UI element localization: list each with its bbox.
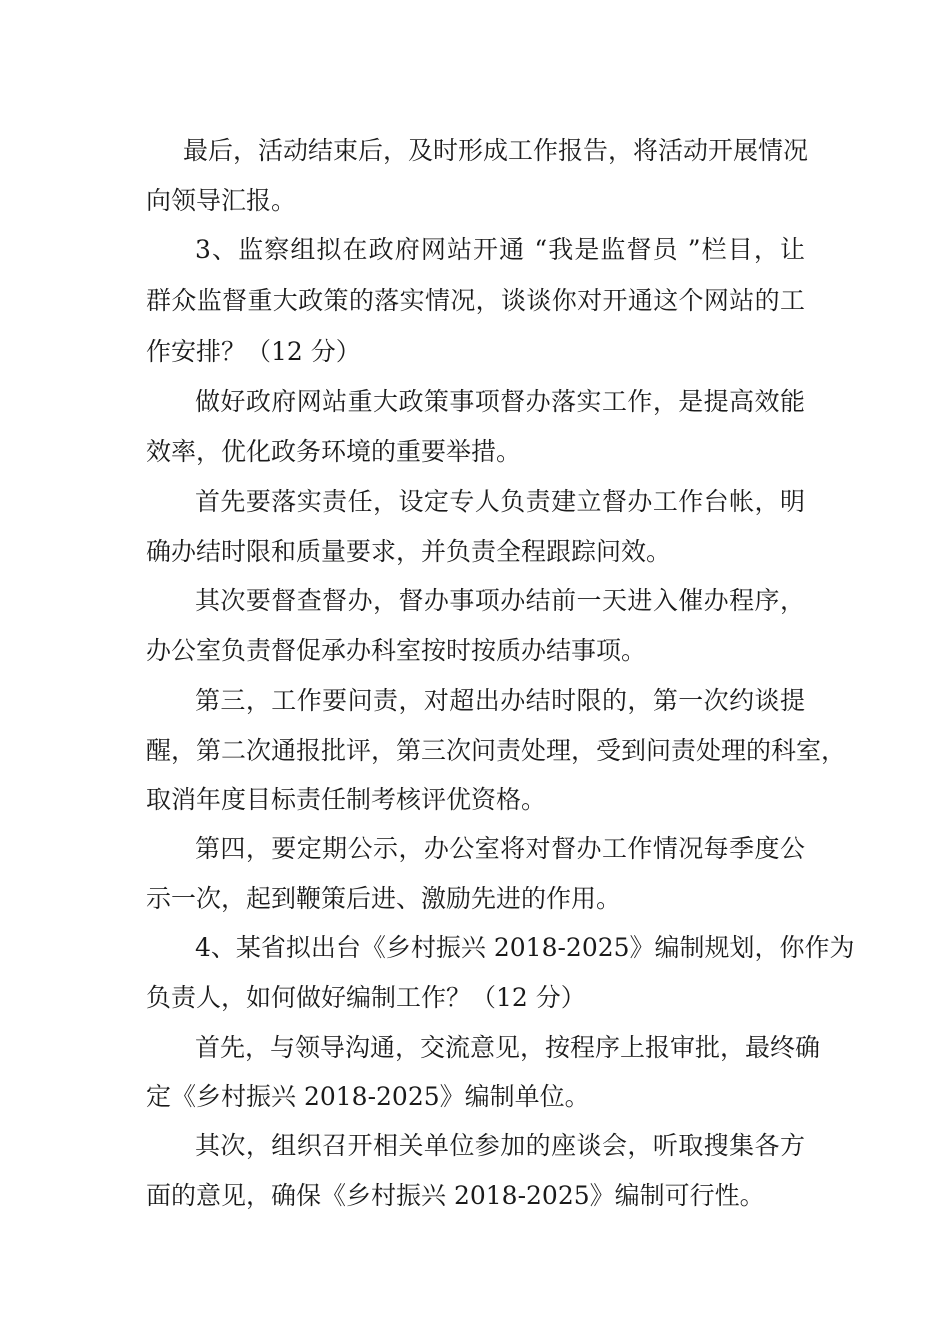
question-line: 群众监督重大政策的落实情况，谈谈你对开通这个网站的工 [146,286,805,315]
paragraph-line: 第三，工作要问责，对超出办结时限的，第一次约谈提 [195,686,805,715]
paragraph-line: 向领导汇报。 [146,186,297,215]
paragraph-line: 办公室负责督促承办科室按时按质办结事项。 [146,636,647,665]
paragraph-line: 取消年度目标责任制考核评优资格。 [146,785,547,814]
paragraph-line: 面的意见，确保《乡村振兴 2018-2025》编制可行性。 [146,1181,765,1210]
paragraph-line: 做好政府网站重大政策事项督办落实工作，是提高效能 [195,387,805,416]
paragraph-line: 效率，优化政务环境的重要举措。 [146,437,522,466]
paragraph-line: 最后，活动结束后，及时形成工作报告，将活动开展情况 [183,136,809,165]
paragraph-line: 第四，要定期公示，办公室将对督办工作情况每季度公 [195,834,805,863]
paragraph-line: 确办结时限和质量要求，并负责全程跟踪问效。 [146,537,672,566]
paragraph-line: 醒，第二次通报批评，第三次问责处理，受到问责处理的科室， [146,736,847,765]
paragraph-line: 首先，与领导沟通，交流意见，按程序上报审批，最终确 [195,1033,821,1062]
paragraph-line: 其次要督查督办，督办事项办结前一天进入催办程序， [195,586,805,615]
question-line: 4、某省拟出台《乡村振兴 2018-2025》编制规划，你作为 [195,933,855,962]
question-line: 作安排？（12 分） [146,337,361,366]
question-line: 3、监察组拟在政府网站开通 “我是监督员 ”栏目，让 [195,235,805,264]
question-line: 负责人，如何做好编制工作？（12 分） [146,983,586,1012]
paragraph-line: 首先要落实责任，设定专人负责建立督办工作台帐，明 [195,487,805,516]
paragraph-line: 定《乡村振兴 2018-2025》编制单位。 [146,1082,590,1111]
paragraph-line: 其次，组织召开相关单位参加的座谈会，听取搜集各方 [195,1131,805,1160]
paragraph-line: 示一次，起到鞭策后进、激励先进的作用。 [146,884,622,913]
